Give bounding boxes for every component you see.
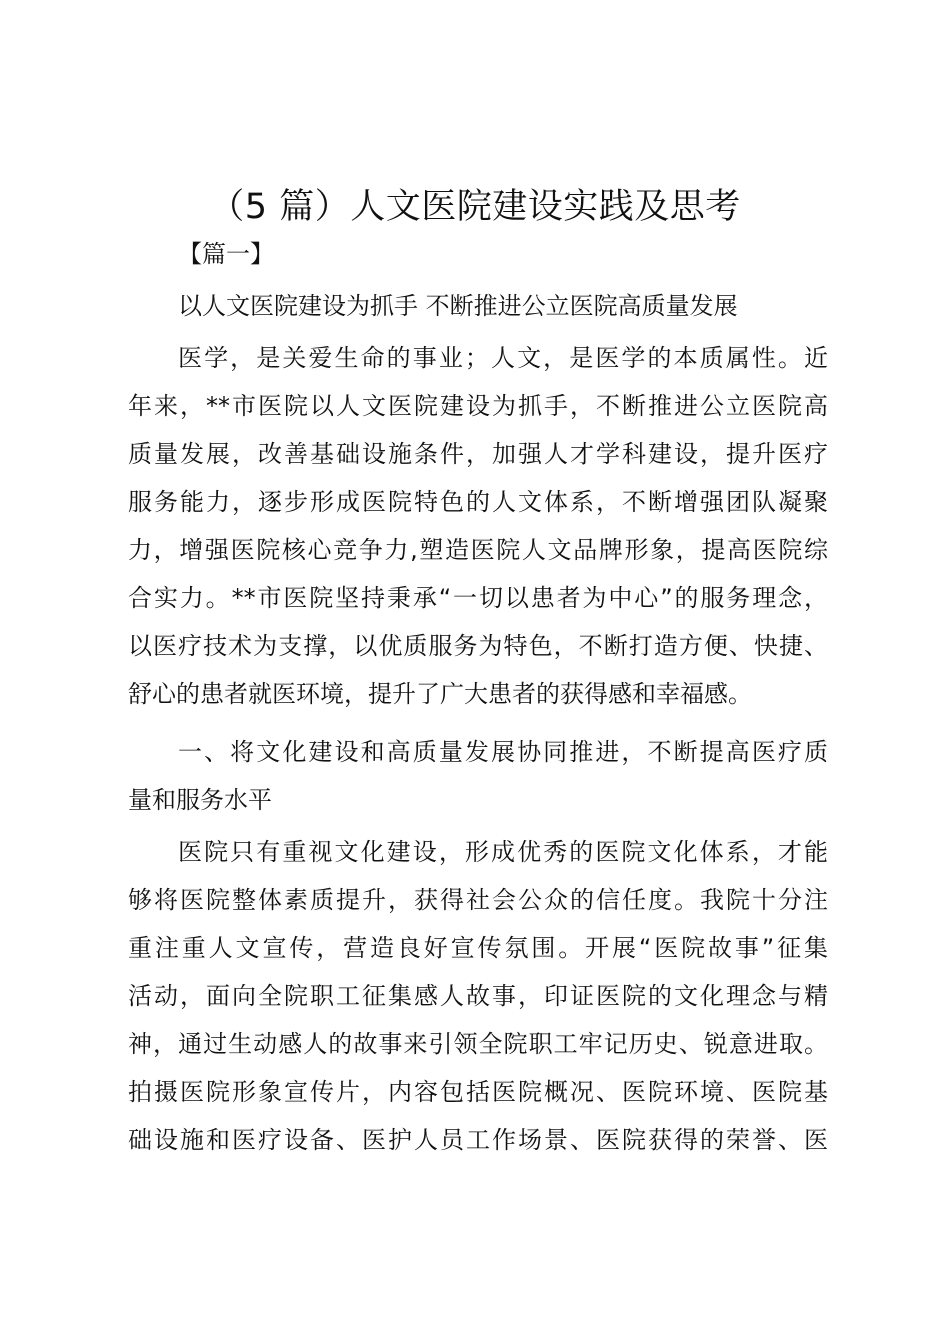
document-title: （5 篇）人文医院建设实践及思考 [209,187,741,227]
section-label: 【篇一】 [178,240,274,268]
article-subtitle: 以人文医院建设为抓手 不断推进公立医院高质量发展 [178,292,738,320]
paragraph-line: 质量发展，改善基础设施条件，加强人才学科建设，提升医疗 [128,440,828,468]
paragraph-line: 年来，**市医院以人文医院建设为抓手，不断推进公立医院高 [128,392,828,420]
paragraph-line: 医院只有重视文化建设，形成优秀的医院文化体系，才能 [178,838,828,866]
paragraph-line: 够将医院整体素质提升，获得社会公众的信任度。我院十分注 [128,886,828,914]
section-heading-line: 量和服务水平 [128,786,272,814]
paragraph-line: 力，增强医院核心竞争力,塑造医院人文品牌形象，提高医院综 [128,536,828,564]
paragraph-line: 神，通过生动感人的故事来引领全院职工牢记历史、锐意进取。 [128,1030,828,1058]
paragraph-line: 重注重人文宣传，营造良好宣传氛围。开展“医院故事”征集 [128,934,828,962]
paragraph-line: 础设施和医疗设备、医护人员工作场景、医院获得的荣誉、医 [128,1126,828,1154]
paragraph-line: 合实力。**市医院坚持秉承“一切以患者为中心”的服务理念， [128,584,828,612]
paragraph-line: 服务能力，逐步形成医院特色的人文体系，不断增强团队凝聚 [128,488,828,516]
paragraph-line: 拍摄医院形象宣传片，内容包括医院概况、医院环境、医院基 [128,1078,828,1106]
paragraph-line: 活动，面向全院职工征集感人故事，印证医院的文化理念与精 [128,982,828,1010]
paragraph-line: 以医疗技术为支撑，以优质服务为特色，不断打造方便、快捷、 [128,632,828,660]
paragraph-line: 舒心的患者就医环境，提升了广大患者的获得感和幸福感。 [128,680,752,708]
paragraph-line: 医学，是关爱生命的事业；人文，是医学的本质属性。近 [178,344,828,372]
section-heading-line: 一、将文化建设和高质量发展协同推进，不断提高医疗质 [178,738,828,766]
